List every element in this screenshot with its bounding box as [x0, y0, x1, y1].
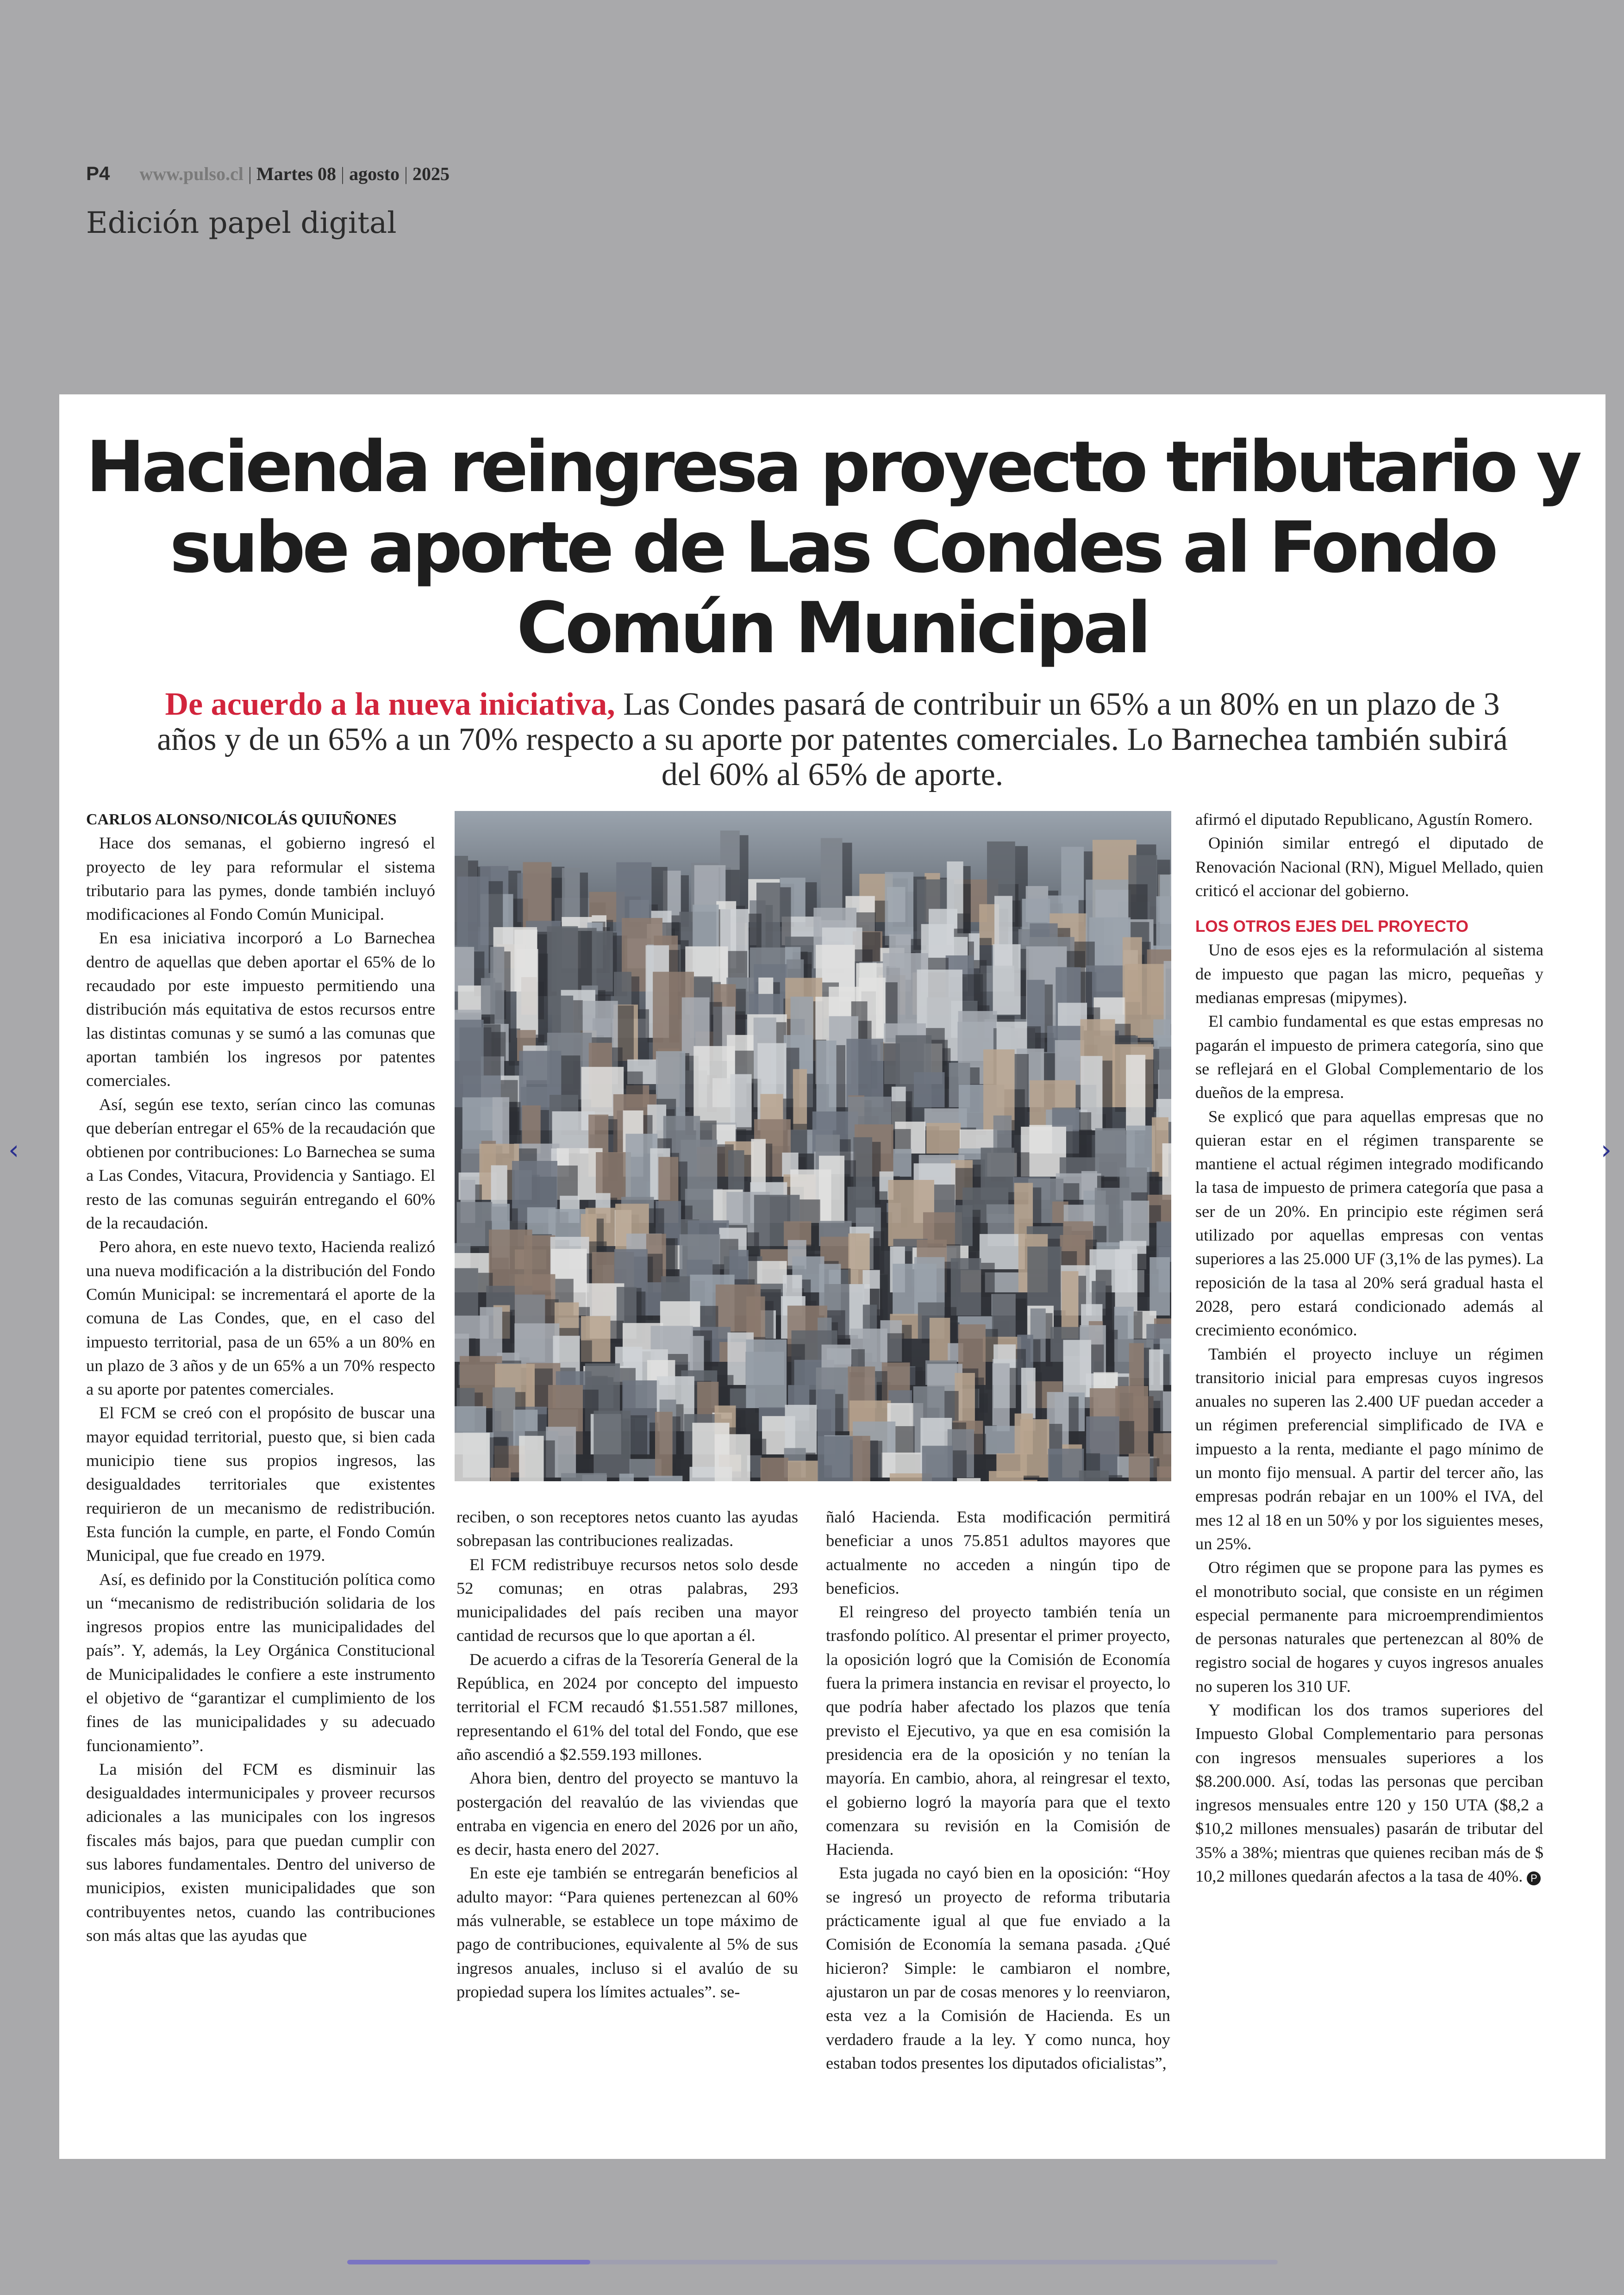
building-shadow — [638, 1009, 649, 1066]
building-shape — [1079, 1471, 1109, 1481]
building-shape — [655, 1412, 673, 1478]
issue-day: Martes 08 — [256, 163, 337, 184]
building-shadow — [1170, 1262, 1171, 1320]
building-shadow — [673, 1416, 681, 1481]
building-shape — [819, 1156, 844, 1223]
building-shape — [951, 1258, 981, 1316]
building-shape — [1048, 1449, 1084, 1481]
building-shape — [957, 1478, 981, 1481]
article-dek — [138, 687, 1527, 792]
building-shadow — [607, 1479, 618, 1481]
building-shape — [1149, 1257, 1170, 1316]
building-shadow — [544, 1441, 555, 1481]
building-shape — [519, 1436, 543, 1481]
building-shape — [649, 1476, 682, 1481]
article-column-3 — [826, 1505, 1170, 2075]
building-shadow — [511, 1472, 520, 1481]
building-shape — [1157, 1466, 1171, 1481]
building-shape — [715, 1434, 750, 1481]
building-shape — [926, 1123, 961, 1154]
paragraph: El FCM se creó con el propósito de buscar una mayor equidad territorial, puesto que, si bien cada municipio tiene sus propios ingresos, las desigualdades territoriales que existentes requirieron de un mecanismo de redistribución. Esta función la cumple, en parte, el Fondo Común Municipal, que fue creado en 1979. — [86, 1403, 435, 1565]
building-shape — [1022, 1480, 1037, 1481]
building-shape — [596, 1152, 631, 1200]
building-shape — [930, 1318, 950, 1362]
prev-page-arrow-icon[interactable]: ‹ — [8, 1134, 19, 1166]
paragraph: reciben, o son receptores netos cuanto las ayudas sobrepasan las contribuciones realizadas. — [456, 1508, 798, 1550]
building-shape — [885, 872, 914, 945]
building-shape — [853, 1436, 870, 1481]
paragraph: Ahora bien, dentro del proyecto se mantuvo la postergación del reavalúo de las viviendas que entraba en vigencia en enero del 2026 por un año, es decir, hasta enero del 2027. — [456, 1769, 798, 1859]
building-shape — [760, 1458, 788, 1481]
paragraph: afirmó el diputado Republicano, Agustín Romero. — [1195, 810, 1533, 829]
paragraph: Otro régimen que se propone para las pymes es el monotributo social, que consiste en un régimen especial permanente para microemprendimientos de personas naturales que pertenezcan al 80% de registro social de hogares y cuyos ingresos anuales no superen los 310 UF. — [1195, 1558, 1543, 1696]
building-shape — [1027, 1247, 1062, 1316]
building-shadow — [538, 954, 548, 1042]
site-url[interactable]: www.pulso.cl — [139, 163, 244, 184]
building-shadow — [807, 1074, 813, 1135]
building-shape — [788, 1461, 818, 1481]
building-shape — [746, 1340, 787, 1408]
reading-progress-fill — [347, 2260, 590, 2264]
section-subhead: LOS OTROS EJES DEL PROYECTO — [1195, 917, 1468, 936]
paragraph: De acuerdo a cifras de la Tesorería General de la República, en 2024 por concepto del impuesto territorial el FCM recaudó $1.551.587 millones, representando el 61% del total del Fondo, que ese año ascendió a $2.559.193 millones. — [456, 1650, 798, 1764]
building-shape — [785, 1405, 817, 1454]
building-shadow — [1109, 1475, 1122, 1481]
city-skyline-illustration — [455, 811, 1171, 1481]
page-header: P4 www.pulso.cl | Martes 08 | agosto | 2025 — [86, 162, 450, 184]
paragraph: Así, es definido por la Constitución política como un “mecanismo de redistribución solidaria de los ingresos propios entre las municipalidades del país”. Y, además, la Ley Orgánica Constitucional de Municipalidades le confiere a este instrumento el objetivo de “garantizar el cumplimiento de los fines de las municipalidades y su adecuado funcionamiento”. — [86, 1570, 435, 1755]
issue-month: agosto — [349, 163, 400, 184]
dek-lead: De acuerdo a la nueva iniciativa, — [165, 686, 615, 722]
building-shadow — [974, 1434, 986, 1481]
building-shape — [989, 1471, 1024, 1481]
building-shadow — [973, 1210, 981, 1251]
building-shadow — [953, 1450, 967, 1481]
paragraph: Se explicó que para aquellas empresas que no quieran estar en el régimen transparente se mantiene el actual régimen integrado modificando la tasa de impuesto de primera categoría que pasa a ser de un 20%. En principio este régimen será utilizado por aquellas empresas con ventas superiores a las 25.000 UF (3,1% de las pymes). La reposición de la tasa al 20% será gradual hasta el 2028, pero estará condicionado además al crecimiento económico. — [1195, 1107, 1543, 1340]
paragraph: Así, según ese texto, serían cinco las comunas que deberían entregar el 65% de la recaudación que obtienen por contribuciones: Lo Barnechea se suma a Las Condes, Vitacura, Providencia y Santiago. El resto de las comunas seguirán entregando el 60% de la recaudación. — [86, 1095, 435, 1233]
paragraph: Opinión similar entregó el diputado de Renovación Nacional (RN), Miguel Mellado, quien criticó el accionar del gobierno. — [1195, 834, 1543, 900]
building-shape — [517, 949, 538, 1038]
end-mark-icon: P — [1527, 1871, 1541, 1885]
building-shape — [593, 1411, 631, 1478]
newspaper-page — [59, 394, 1605, 2159]
building-shape — [455, 1268, 478, 1316]
paragraph: Y modifican los dos tramos superiores del Impuesto Global Complementario para personas con ingresos mensuales superiores a los $8.200.000. Así, todas las personas que perciban ingresos mensuales entre 120 y 150 UTA ($8,2 a $10,2 millones mensuales) pasarán de tributar del 35% a 38%; mientras que quienes reciban más de $ 10,2 millones quedarán afectos a la tasa de 40%. P — [1195, 1700, 1543, 1886]
next-page-arrow-icon[interactable]: › — [1601, 1134, 1612, 1166]
issue-year: 2025 — [412, 163, 450, 184]
building-shape — [1162, 1143, 1171, 1200]
article-headline: Hacienda reingresa proyecto tributario y sube aporte de Las Condes al Fondo Común Municipal — [86, 426, 1579, 669]
paragraph: En esa iniciativa incorporó a Lo Barnechea dentro de aquellas que deben aportar el 65% de lo recaudado por este impuesto permitiendo una distribución más equitativa de estos recursos entre las distintas comunas y se sumó a las comunas que aportan también los ingresos por patentes comerciales. — [86, 929, 435, 1090]
paragraph: Uno de esos ejes es la reformulación al sistema de impuesto que pagan las micro, pequeñas y medianas empresas (mipymes). — [1195, 941, 1543, 1007]
reading-progress-bar[interactable] — [347, 2260, 1278, 2264]
building-shadow — [1102, 1060, 1112, 1135]
building-shape — [619, 1474, 634, 1481]
city-aerial-photo — [455, 811, 1171, 1481]
article-column-1 — [86, 808, 435, 1947]
building-shadow — [1137, 1254, 1148, 1320]
paragraph: El reingreso del proyecto también tenía un trasfondo político. Al presentar el primer proyecto, la oposición logró que la Comisión de Economía fuera la primera instancia en revisar el proyecto, lo que podría haber afectado los plazos que tenía previsto el Ejecutivo, ya que en esa comisión la presidencia era de la oposición y no tenían la mayoría. En cambio, ahora, al reingresar el texto, el gobierno logró la mayoría para que el texto comenzara su revisión en la Comisión de Hacienda. — [826, 1603, 1170, 1859]
building-shape — [893, 1149, 912, 1177]
article-column-4 — [1195, 808, 1543, 1888]
building-shape — [455, 1433, 490, 1481]
paragraph: El cambio fundamental es que estas empresas no pagarán el impuesto de primera categoría, sino que se reflejará en el Global Complementario de los dueños de la empresa. — [1195, 1012, 1543, 1102]
building-shape — [793, 1069, 807, 1130]
building-shape — [1020, 1419, 1049, 1478]
edition-label: Edición papel digital — [86, 206, 397, 240]
paragraph: Esta jugada no cayó bien en la oposición: “Hoy se ingresó un proyecto de reforma tributaria prácticamente igual al que fue enviado a la Comisión de Economía la semana pasada. ¿Qué hicieron? Simple: le cambiaron el nombre, ajustaron un par de cosas menores y lo reenviaron, esta vez a la Comisión de Hacienda. Es un verdadero fraude a la ley. Y como nunca, hoy estaban todos presentes los diputados oficialistas”, — [826, 1864, 1170, 2072]
paragraph: ñaló Hacienda. Esta modificación permitirá beneficiar a unos 75.851 adultos mayores que actualmente no acceden a ningún tipo de beneficios. — [826, 1508, 1170, 1597]
building-shape — [731, 1074, 752, 1130]
building-shape — [914, 1072, 945, 1107]
building-shape — [1126, 1055, 1145, 1130]
building-shape — [455, 947, 474, 992]
building-shape — [582, 1475, 607, 1481]
dek-text: Las Condes pasará de contribuir un 65% a un 80% en un plazo de 3 años y de un 65% a un 70% respecto a su aporte por patentes comerciales. Lo Barnechea también subirá del 60% al 65% de aporte. — [157, 686, 1508, 792]
paragraph: Pero ahora, en este nuevo texto, Hacienda realizó una nueva modificación a la distribución del Fondo Común Municipal: se incrementará el aporte de la comuna de Las Condes, que, en el caso del impuesto territorial, pasa de un 65% a un 80% en un plazo de 3 años y de un 65% a un 70% respecto a su aporte por patentes comerciales. — [86, 1237, 435, 1399]
page-number: P4 — [86, 162, 110, 184]
paragraph: El FCM redistribuye recursos netos solo desde 52 comunas; en otras palabras, 293 municipalidades del país reciben una mayor cantidad de recursos que lo que aportan a él. — [456, 1555, 798, 1645]
byline: CARLOS ALONSO/NICOLÁS QUIUÑONES — [86, 811, 397, 828]
paragraph: También el proyecto incluye un régimen transitorio inicial para empresas cuyos ingresos anuales no superen las 2.400 UF puedan acceder a un régimen preferencial simplificado de IVA e impuesto a la renta, mediante el pago mínimo de un monto fijo mensual. A partir del tercer año, las empresas podrán rebajar en un 100% el IVA, del mes 12 al 18 en un 50% y por los siguientes meses, un 25%. — [1195, 1344, 1543, 1553]
building-shape — [1115, 1249, 1137, 1316]
building-shape — [993, 1363, 1010, 1431]
building-shape — [922, 1446, 953, 1481]
paragraph: En este eje también se entregarán beneficios al adulto mayor: “Para quienes pertenezcan al 60% más vulnerable, se establece un tope máximo de pago de contribuciones, equivalente al 5% de sus ingresos anuales, incluso si el avalúo de su propiedad supera los límites actuales”. se- — [456, 1864, 798, 2001]
paragraph: Hace dos semanas, el gobierno ingresó el proyecto de ley para reformular el sistema tributario para las pymes, donde también incluyó modificaciones al Fondo Común Municipal. — [86, 834, 435, 924]
building-shape — [955, 1205, 973, 1246]
building-shape — [491, 1468, 511, 1481]
building-shadow — [634, 1478, 640, 1481]
building-shape — [1123, 1201, 1149, 1246]
building-shadow — [870, 1441, 878, 1481]
building-shape — [993, 944, 1021, 1015]
building-shape — [1129, 1453, 1150, 1481]
article-column-2 — [456, 1505, 798, 2004]
paragraph: La misión del FCM es disminuir las desigualdades intermunicipales y proveer recursos adicionales a las municipales con los ingresos fiscales más bajos, para que puedan cumplir con sus labores fundamentales. Dentro del universo de municipios, existen municipalidades que son contribuyentes netos, cuando las contribuciones son más altas que las ayudas que — [86, 1759, 435, 1945]
